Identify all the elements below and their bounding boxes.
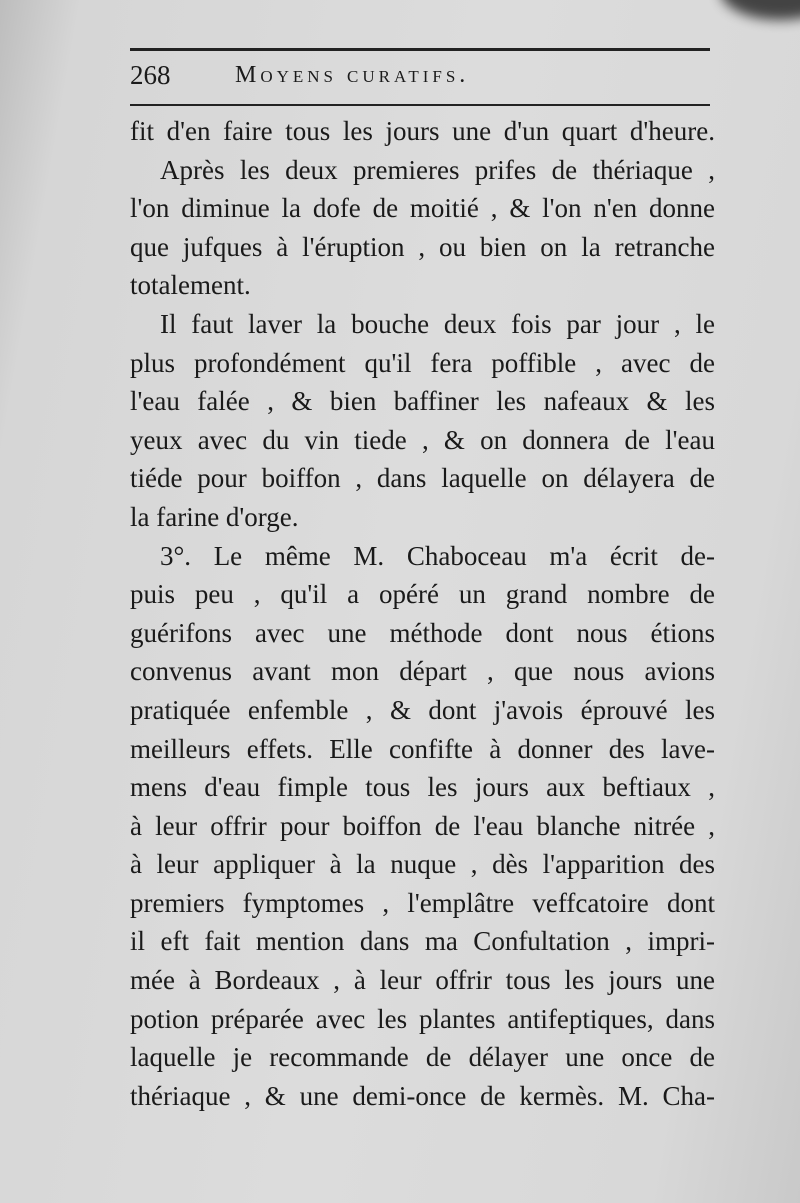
text-line: pratiquée enfemble , & dont j'avois éprouvé les (130, 694, 715, 725)
text-line: Après les deux premieres prifes de thériaque , (160, 154, 715, 185)
header-rule-bottom (130, 104, 710, 106)
running-title: Moyens curatifs. (235, 62, 470, 88)
text-line: totalement. (130, 270, 251, 301)
body-text (130, 112, 715, 1115)
text-line: plus profondément qu'il fera poffible , avec de (130, 347, 715, 378)
text-line: puis peu , qu'il a opéré un grand nombre de (130, 579, 715, 610)
text-line: potion préparée avec les plantes antifeptiques, dans (130, 1003, 715, 1034)
text-line: laquelle je recommande de délayer une once de (130, 1042, 715, 1073)
text-line: l'eau falée , & bien baffiner les nafeaux & les (130, 386, 715, 417)
text-line: convenus avant mon départ , que nous avions (130, 656, 715, 687)
text-line: Il faut laver la bouche deux fois par jour , le (160, 308, 715, 339)
header-rule-top (130, 48, 710, 51)
text-line: à leur offrir pour boiffon de l'eau blanche nitrée , (130, 810, 715, 841)
page-number: 268 (130, 60, 171, 90)
text-line: thériaque , & une demi-once de kermès. M. Cha- (130, 1080, 715, 1111)
text-line: que jufques à l'éruption , ou bien on la retranche (130, 231, 715, 262)
text-line: la farine d'orge. (130, 501, 299, 532)
page-corner-shadow (720, 0, 800, 20)
text-line: mée à Bordeaux , à leur offrir tous les jours une (130, 965, 715, 996)
text-line: guérifons avec une méthode dont nous étions (130, 617, 715, 648)
text-line: tiéde pour boiffon , dans laquelle on délayera de (130, 463, 715, 494)
text-line: premiers fymptomes , l'emplâtre veffcatoire dont (130, 887, 715, 918)
text-line: mens d'eau fimple tous les jours aux beftiaux , (130, 772, 715, 803)
text-line: yeux avec du vin tiede , & on donnera de l'eau (130, 424, 715, 455)
text-line: à leur appliquer à la nuque , dès l'apparition des (130, 849, 715, 880)
running-header (130, 60, 710, 96)
text-line: il eft fait mention dans ma Confultation , impri- (130, 926, 715, 957)
text-line: fit d'en faire tous les jours une d'un quart d'heure. (130, 116, 715, 146)
text-line: l'on diminue la dofe de moitié , & l'on n'en donne (130, 193, 715, 224)
text-line: 3°. Le même M. Chaboceau m'a écrit de- (160, 540, 715, 571)
text-line: meilleurs effets. Elle confifte à donner des lave- (130, 733, 715, 764)
